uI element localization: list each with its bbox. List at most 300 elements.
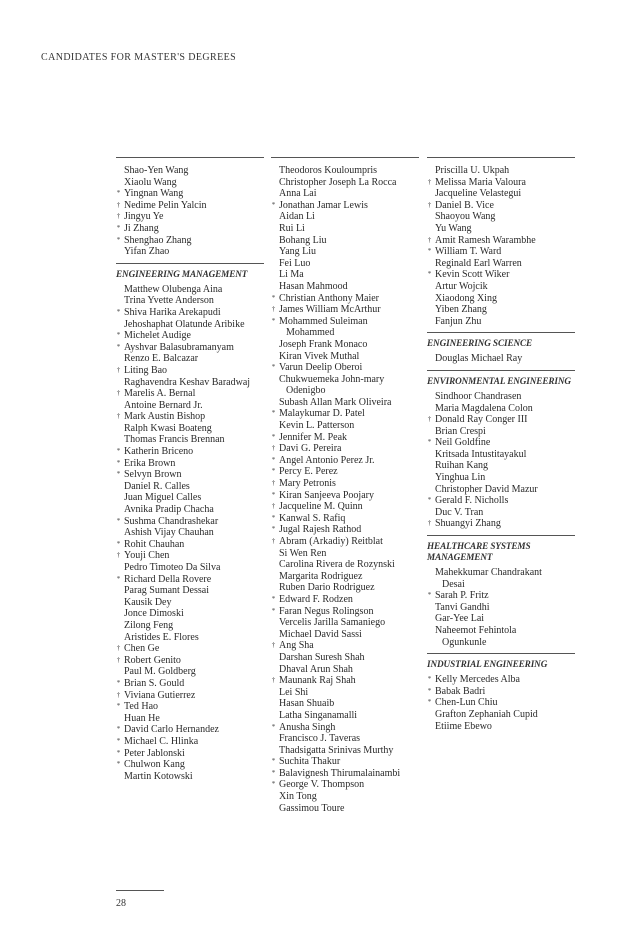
candidate-name: Chen Ge bbox=[124, 643, 160, 655]
candidate-name-continuation: Odenigbo bbox=[286, 385, 326, 397]
candidate-entry bbox=[271, 351, 419, 363]
candidate-name-continuation: Mohammed bbox=[286, 327, 335, 339]
candidate-entry bbox=[271, 223, 419, 235]
degree-honor-mark: † bbox=[116, 365, 121, 374]
candidate-name: Joseph Frank Monaco bbox=[279, 338, 368, 350]
candidate-entry bbox=[427, 223, 575, 235]
candidate-name: Gassimou Toure bbox=[279, 802, 345, 814]
candidate-entry bbox=[116, 365, 264, 377]
degree-honor-mark: † bbox=[427, 235, 432, 244]
page-number: 28 bbox=[116, 898, 126, 909]
candidate-entry bbox=[271, 768, 419, 780]
candidate-entry bbox=[271, 594, 419, 606]
candidate-name: Grafton Zephaniah Cupid bbox=[435, 708, 538, 720]
degree-honor-mark: † bbox=[116, 644, 121, 653]
candidate-entry bbox=[116, 562, 264, 574]
candidate-entry bbox=[271, 501, 419, 513]
candidate-entry bbox=[427, 484, 575, 496]
candidate-name: Melissa Maria Valoura bbox=[435, 176, 526, 188]
degree-honor-mark: * bbox=[116, 342, 121, 351]
candidate-name: Vercelis Jarilla Samaniego bbox=[279, 617, 386, 629]
candidate-entry bbox=[116, 177, 264, 189]
candidate-entry bbox=[427, 269, 575, 281]
candidate-entry bbox=[427, 188, 575, 200]
candidate-entry bbox=[271, 652, 419, 664]
candidate-entry bbox=[427, 391, 575, 403]
candidate-name: Zilong Feng bbox=[124, 619, 174, 631]
program-heading: ENGINEERING MANAGEMENT bbox=[116, 263, 264, 280]
candidate-entry bbox=[116, 504, 264, 516]
candidate-entry bbox=[427, 426, 575, 438]
degree-honor-mark: † bbox=[116, 212, 121, 221]
candidate-name: Margarita Rodriguez bbox=[279, 570, 363, 582]
degree-honor-mark: * bbox=[116, 516, 121, 525]
degree-honor-mark: † bbox=[271, 502, 276, 511]
candidate-name: Etiime Ebewo bbox=[435, 720, 492, 732]
degree-honor-mark: * bbox=[116, 470, 121, 479]
candidate-entry bbox=[427, 674, 575, 686]
degree-honor-mark: † bbox=[427, 177, 432, 186]
candidate-name: Mohammed Suleiman bbox=[279, 315, 368, 327]
candidate-entry bbox=[271, 165, 419, 177]
candidate-entry bbox=[116, 235, 264, 247]
degree-honor-mark: * bbox=[116, 235, 121, 244]
degree-honor-mark: * bbox=[116, 458, 121, 467]
candidate-name: Peter Jablonski bbox=[124, 747, 185, 759]
degree-honor-mark: * bbox=[427, 675, 432, 684]
candidate-entry bbox=[271, 316, 419, 339]
candidate-name: Kritsada Intustitayakul bbox=[435, 448, 527, 460]
candidate-name: Lei Shi bbox=[279, 686, 309, 698]
candidate-entry bbox=[116, 211, 264, 223]
candidate-name: David Carlo Hernandez bbox=[124, 724, 219, 736]
candidate-entry bbox=[427, 414, 575, 426]
candidate-entry bbox=[271, 339, 419, 351]
candidate-name: Katherin Briceno bbox=[124, 446, 194, 458]
candidate-name: Balavignesh Thirumalainambi bbox=[279, 767, 401, 779]
candidate-entry bbox=[271, 443, 419, 455]
program-heading: INDUSTRIAL ENGINEERING bbox=[427, 653, 575, 670]
candidate-name: Ted Hao bbox=[124, 701, 159, 713]
candidate-entry bbox=[271, 559, 419, 571]
candidate-entry bbox=[271, 211, 419, 223]
candidate-name: Jennifer M. Peak bbox=[279, 431, 348, 443]
candidate-name: Hasan Shuaib bbox=[279, 698, 335, 710]
candidate-name: Artur Wojcik bbox=[435, 280, 488, 292]
running-header: CANDIDATES FOR MASTER'S DEGREES bbox=[41, 52, 237, 63]
candidate-name: Aristides E. Flores bbox=[124, 631, 199, 643]
candidate-name: Hasan Mahmood bbox=[279, 280, 348, 292]
candidate-entry bbox=[116, 200, 264, 212]
candidate-entry bbox=[271, 235, 419, 247]
candidate-entry bbox=[271, 258, 419, 270]
candidate-name: Kiran Sanjeeva Poojary bbox=[279, 489, 374, 501]
program-section bbox=[427, 653, 575, 732]
candidate-name: Douglas Michael Ray bbox=[435, 353, 523, 365]
candidate-entry bbox=[116, 666, 264, 678]
candidate-entry bbox=[271, 698, 419, 710]
candidate-entry bbox=[116, 539, 264, 551]
candidate-name: Michael David Sassi bbox=[279, 628, 362, 640]
candidate-entry bbox=[116, 481, 264, 493]
candidate-name: Yiben Zhang bbox=[435, 304, 487, 316]
candidate-entry bbox=[271, 524, 419, 536]
degree-honor-mark: † bbox=[427, 415, 432, 424]
candidate-name: Chulwon Kang bbox=[124, 759, 185, 771]
candidate-entry bbox=[116, 458, 264, 470]
candidate-entry bbox=[116, 574, 264, 586]
candidate-name: Renzo E. Balcazar bbox=[124, 353, 199, 365]
candidate-name: Fei Luo bbox=[279, 257, 311, 269]
candidate-entry bbox=[271, 722, 419, 734]
candidate-name: Aidan Li bbox=[279, 211, 315, 223]
candidate-entry bbox=[427, 316, 575, 328]
candidate-name: Brian S. Gould bbox=[124, 677, 185, 689]
program-section bbox=[427, 332, 575, 365]
degree-honor-mark: * bbox=[427, 591, 432, 600]
candidate-entry bbox=[427, 625, 575, 648]
candidate-name: Mark Austin Bishop bbox=[124, 411, 206, 423]
candidate-name: Malaykumar D. Patel bbox=[279, 408, 365, 420]
candidate-name: Duc V. Tran bbox=[435, 506, 484, 518]
candidate-entry bbox=[427, 304, 575, 316]
candidate-entry bbox=[427, 518, 575, 530]
column-2 bbox=[271, 157, 419, 814]
candidate-name-continuation: Ogunkunle bbox=[442, 636, 487, 648]
candidate-entry bbox=[271, 269, 419, 281]
candidate-name: Xin Tong bbox=[279, 791, 317, 803]
degree-honor-mark: † bbox=[427, 200, 432, 209]
program-heading: ENGINEERING SCIENCE bbox=[427, 332, 575, 349]
candidate-entry bbox=[427, 177, 575, 189]
candidate-entry bbox=[271, 779, 419, 791]
candidate-entry bbox=[116, 620, 264, 632]
candidate-name: Francisco J. Taveras bbox=[279, 733, 361, 745]
candidate-entry bbox=[271, 432, 419, 444]
candidate-entry bbox=[427, 460, 575, 472]
candidate-name: Maria Magdalena Colon bbox=[435, 402, 533, 414]
candidate-entry bbox=[271, 571, 419, 583]
candidate-name: Shao-Yen Wang bbox=[124, 165, 189, 176]
candidate-entry bbox=[271, 536, 419, 548]
candidate-name: Faran Negus Rolingson bbox=[279, 605, 374, 617]
degree-honor-mark: * bbox=[427, 698, 432, 707]
candidate-name: Christopher David Mazur bbox=[435, 483, 538, 495]
candidate-name: Latha Singanamalli bbox=[279, 709, 358, 721]
degree-honor-mark: * bbox=[427, 496, 432, 505]
candidate-name: Mahekkumar Chandrakant bbox=[435, 567, 542, 579]
candidate-entry bbox=[116, 411, 264, 423]
candidate-entry bbox=[116, 377, 264, 389]
column-1 bbox=[116, 157, 264, 782]
degree-honor-mark: * bbox=[271, 594, 276, 603]
candidate-name: Christopher Joseph La Rocca bbox=[279, 176, 397, 188]
candidate-entry bbox=[116, 223, 264, 235]
candidate-name: Donald Ray Conger III bbox=[435, 414, 528, 426]
candidate-name: Huan He bbox=[124, 712, 160, 724]
candidate-name: Yingnan Wang bbox=[124, 188, 184, 200]
candidate-entry bbox=[116, 643, 264, 655]
candidate-name: Chukwuemeka John-mary bbox=[279, 373, 385, 385]
candidate-name-continuation: Desai bbox=[442, 578, 465, 590]
candidate-entry bbox=[271, 420, 419, 432]
candidate-name: Ji Zhang bbox=[124, 222, 159, 234]
candidate-entry bbox=[271, 490, 419, 502]
candidate-entry bbox=[116, 330, 264, 342]
candidate-name: Si Wen Ren bbox=[279, 547, 327, 559]
degree-honor-mark: * bbox=[116, 736, 121, 745]
candidate-name: Gerald F. Nicholls bbox=[435, 495, 509, 507]
candidate-name: Theodoros Kouloumpris bbox=[279, 165, 378, 176]
candidate-name: Kiran Vivek Muthal bbox=[279, 350, 360, 362]
candidate-entry bbox=[116, 446, 264, 458]
program-section bbox=[116, 263, 264, 783]
degree-honor-mark: * bbox=[116, 702, 121, 711]
candidate-entry bbox=[116, 550, 264, 562]
candidate-name: Jonathan Jamar Lewis bbox=[279, 199, 368, 211]
degree-honor-mark: † bbox=[271, 305, 276, 314]
candidate-name: Selvyn Brown bbox=[124, 469, 182, 481]
degree-honor-mark: † bbox=[271, 641, 276, 650]
degree-honor-mark: † bbox=[116, 200, 121, 209]
candidate-entry bbox=[271, 664, 419, 676]
candidate-name: Matthew Olubenga Aina bbox=[124, 283, 223, 295]
candidate-entry bbox=[116, 690, 264, 702]
candidate-name: Shaoyou Wang bbox=[435, 211, 496, 223]
candidate-name: James William McArthur bbox=[279, 304, 381, 316]
degree-honor-mark: * bbox=[271, 513, 276, 522]
candidate-name: Thomas Francis Brennan bbox=[124, 434, 225, 446]
candidate-entry bbox=[271, 617, 419, 629]
candidate-name: Xiaodong Xing bbox=[435, 292, 497, 304]
degree-honor-mark: * bbox=[116, 189, 121, 198]
candidate-name: Priscilla U. Ukpah bbox=[435, 165, 510, 176]
candidate-name: Fanjun Zhu bbox=[435, 315, 482, 327]
candidate-name: Robert Genito bbox=[124, 654, 181, 666]
candidate-entry bbox=[271, 803, 419, 815]
candidate-entry bbox=[116, 492, 264, 504]
candidate-name: Gar-Yee Lai bbox=[435, 613, 485, 625]
candidate-name: Yang Liu bbox=[279, 246, 317, 258]
degree-honor-mark: * bbox=[427, 270, 432, 279]
candidate-name: Subash Allan Mark Oliveira bbox=[279, 396, 392, 408]
degree-honor-mark: † bbox=[116, 412, 121, 421]
degree-honor-mark: * bbox=[271, 200, 276, 209]
candidate-name: Babak Badri bbox=[435, 685, 486, 697]
candidate-list bbox=[427, 158, 575, 732]
candidate-entry bbox=[427, 472, 575, 484]
candidate-entry bbox=[271, 548, 419, 560]
degree-honor-mark: * bbox=[116, 725, 121, 734]
candidate-name: Michelet Audige bbox=[124, 330, 191, 342]
candidate-entry bbox=[271, 675, 419, 687]
candidate-entry bbox=[271, 582, 419, 594]
candidate-entry bbox=[116, 434, 264, 446]
candidate-entry bbox=[427, 437, 575, 449]
candidate-entry bbox=[271, 200, 419, 212]
degree-honor-mark: * bbox=[116, 678, 121, 687]
candidate-entry bbox=[271, 281, 419, 293]
candidate-entry bbox=[116, 342, 264, 354]
candidate-entry bbox=[271, 374, 419, 397]
candidate-entry bbox=[271, 513, 419, 525]
candidate-name: Parag Sumant Dessai bbox=[124, 585, 209, 597]
candidate-entry bbox=[427, 721, 575, 733]
candidate-entry bbox=[116, 319, 264, 331]
candidate-name: Sushma Chandrashekar bbox=[124, 515, 219, 527]
candidate-entry bbox=[271, 710, 419, 722]
candidate-name: Kausik Dey bbox=[124, 596, 172, 608]
degree-honor-mark: * bbox=[116, 447, 121, 456]
candidate-name: Pedro Timoteo Da Silva bbox=[124, 562, 221, 573]
candidate-entry bbox=[427, 235, 575, 247]
degree-honor-mark: * bbox=[427, 247, 432, 256]
candidate-entry bbox=[116, 713, 264, 725]
degree-honor-mark: † bbox=[271, 537, 276, 545]
candidate-entry bbox=[116, 423, 264, 435]
candidate-name: Amit Ramesh Warambhe bbox=[435, 234, 536, 246]
candidate-entry bbox=[116, 188, 264, 200]
candidate-entry bbox=[271, 733, 419, 745]
candidate-entry bbox=[427, 246, 575, 258]
candidate-name: Martin Kotowski bbox=[124, 770, 193, 782]
candidate-entry bbox=[116, 165, 264, 177]
candidate-entry bbox=[427, 602, 575, 614]
candidate-entry bbox=[271, 397, 419, 409]
candidate-name: Avnika Pradip Chacha bbox=[124, 504, 214, 516]
candidate-name: Jingyu Ye bbox=[124, 211, 164, 223]
candidate-entry bbox=[271, 362, 419, 374]
candidate-name: Ashish Vijay Chauhan bbox=[124, 527, 214, 539]
candidate-entry bbox=[116, 246, 264, 258]
candidate-entry bbox=[116, 527, 264, 539]
candidate-name: Jacqueline M. Quinn bbox=[279, 501, 363, 513]
candidate-name: Ralph Kwasi Boateng bbox=[124, 422, 212, 434]
candidate-name: Kevin Scott Wiker bbox=[435, 269, 510, 281]
degree-honor-mark: * bbox=[271, 757, 276, 766]
degree-honor-mark: * bbox=[271, 316, 276, 325]
candidate-entry bbox=[271, 408, 419, 420]
degree-honor-mark: † bbox=[116, 655, 121, 664]
candidate-entry bbox=[427, 165, 575, 177]
program-heading: ENVIRONMENTAL ENGINEERING bbox=[427, 370, 575, 387]
candidate-entry bbox=[427, 590, 575, 602]
candidate-name: Daniel R. Calles bbox=[124, 480, 190, 492]
candidate-entry bbox=[271, 478, 419, 490]
candidate-name: Naheemot Fehintola bbox=[435, 625, 517, 636]
candidate-entry bbox=[427, 403, 575, 415]
candidate-list bbox=[116, 158, 264, 782]
candidate-entry bbox=[116, 632, 264, 644]
candidate-entry bbox=[427, 686, 575, 698]
footer-rule bbox=[116, 890, 164, 891]
candidate-name: Varun Deelip Oberoi bbox=[279, 362, 363, 374]
candidate-entry bbox=[116, 759, 264, 771]
degree-honor-mark: * bbox=[116, 307, 121, 316]
candidate-name: Yifan Zhao bbox=[124, 246, 170, 258]
degree-honor-mark: † bbox=[271, 444, 276, 453]
degree-honor-mark: * bbox=[271, 768, 276, 777]
candidate-entry bbox=[427, 353, 575, 365]
candidate-name: Paul M. Goldberg bbox=[124, 666, 196, 678]
degree-honor-mark: * bbox=[271, 780, 276, 789]
degree-honor-mark: * bbox=[271, 432, 276, 441]
candidate-name: Rohit Chauhan bbox=[124, 538, 185, 550]
candidate-entry bbox=[116, 469, 264, 481]
degree-honor-mark: * bbox=[271, 409, 276, 418]
candidate-name: Raghavendra Keshav Baradwaj bbox=[124, 376, 251, 388]
candidate-name: Mary Petronis bbox=[279, 478, 336, 490]
candidate-name: Liting Bao bbox=[124, 364, 168, 376]
degree-honor-mark: * bbox=[116, 331, 121, 340]
candidate-entry bbox=[116, 701, 264, 713]
candidate-name: Jacqueline Velastegui bbox=[435, 188, 522, 200]
candidate-name: Shiva Harika Arekapudi bbox=[124, 306, 221, 318]
degree-honor-mark: † bbox=[271, 676, 276, 685]
column-3 bbox=[427, 157, 575, 732]
degree-honor-mark: * bbox=[427, 686, 432, 695]
candidate-entry bbox=[427, 293, 575, 305]
candidate-name: Li Ma bbox=[279, 269, 304, 281]
candidate-name: Ruben Dario Rodriguez bbox=[279, 582, 375, 594]
candidate-entry bbox=[427, 281, 575, 293]
candidate-name: Nedime Pelin Yalcin bbox=[124, 199, 207, 211]
candidate-name: Kevin L. Patterson bbox=[279, 420, 355, 432]
program-heading: HEALTHCARE SYSTEMS MANAGEMENT bbox=[427, 535, 575, 563]
candidate-name: Chen-Lun Chiu bbox=[435, 697, 498, 709]
program-section bbox=[427, 535, 575, 648]
candidate-name: Youji Chen bbox=[124, 550, 170, 562]
candidate-name: Darshan Suresh Shah bbox=[279, 651, 365, 663]
candidate-name: Jehoshaphat Olatunde Aribike bbox=[124, 318, 245, 330]
candidate-name: Davi G. Pereira bbox=[279, 443, 342, 455]
degree-honor-mark: * bbox=[116, 223, 121, 232]
candidate-name: Juan Miguel Calles bbox=[124, 492, 202, 504]
candidate-name: Shuangyi Zhang bbox=[435, 518, 501, 530]
candidate-entry bbox=[271, 304, 419, 316]
candidate-entry bbox=[271, 293, 419, 305]
candidate-entry bbox=[271, 188, 419, 200]
candidate-entry bbox=[271, 629, 419, 641]
candidate-name: Jonce Dimoski bbox=[124, 608, 184, 620]
candidate-entry bbox=[271, 640, 419, 652]
degree-honor-mark: * bbox=[271, 293, 276, 302]
candidate-name: Reginald Earl Warren bbox=[435, 257, 522, 269]
candidate-entry bbox=[116, 748, 264, 760]
candidate-name: Yinghua Lin bbox=[435, 472, 486, 484]
candidate-entry bbox=[116, 736, 264, 748]
candidate-entry bbox=[116, 585, 264, 597]
candidate-name: Yu Wang bbox=[435, 222, 472, 234]
candidate-entry bbox=[116, 400, 264, 412]
candidate-name: Sarah P. Fritz bbox=[435, 590, 489, 602]
candidate-name: Edward F. Rodzen bbox=[279, 593, 353, 605]
candidate-entry bbox=[116, 608, 264, 620]
degree-honor-mark: † bbox=[116, 690, 121, 699]
degree-honor-mark: * bbox=[271, 467, 276, 476]
candidate-name: Daniel B. Vice bbox=[435, 199, 494, 211]
candidate-entry bbox=[427, 507, 575, 519]
candidate-name: Shenghao Zhang bbox=[124, 234, 192, 246]
candidate-name: Bohang Liu bbox=[279, 234, 327, 246]
candidate-list bbox=[271, 158, 419, 814]
candidate-name: Tanvi Gandhi bbox=[435, 601, 490, 613]
degree-honor-mark: † bbox=[427, 519, 432, 528]
candidate-name: Neil Goldfine bbox=[435, 437, 491, 449]
candidate-entry bbox=[271, 177, 419, 189]
candidate-entry bbox=[427, 495, 575, 507]
candidate-entry bbox=[116, 771, 264, 783]
